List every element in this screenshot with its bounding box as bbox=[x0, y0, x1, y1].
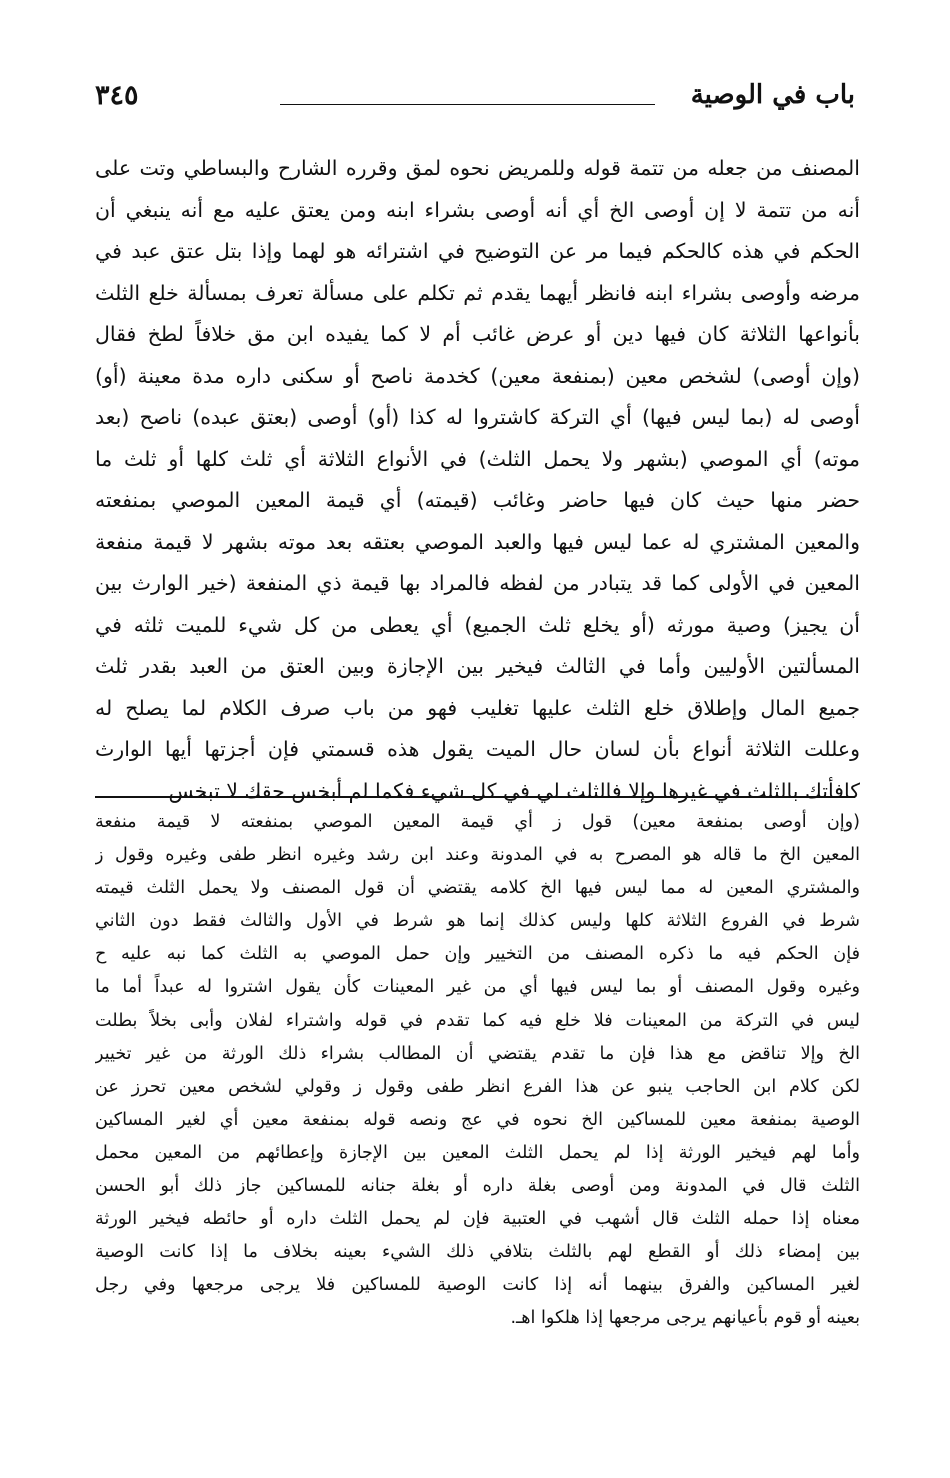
footnote-line: بعينه أو قوم بأعيانهم يرجى مرجعها إذا هلكوا اهـ. bbox=[510, 1308, 860, 1329]
footnote-line: ليس في التركة من المعينات فلا خلع فيه كما تقدم في قوله واشتراء لفلان وأبى بخلاً بطلت bbox=[95, 1010, 860, 1031]
main-text-line: وعللت الثلاثة أنواع بأن لسان حال الميت يقول هذه قسمتي فإن أجزتها أيها الوارث bbox=[95, 737, 860, 761]
footnote-line: الخ وإلا تناقض مع هذا فإن ما تقدم يقتضي أن المطالب بشراء ذلك الورثة من غير تخيير bbox=[95, 1043, 860, 1064]
main-text-line: موته) أي الموصي (بشهر ولا يحمل الثلث) في الأنواع الثلاثة أي ثلث كلها أو ثلث ما bbox=[95, 446, 860, 471]
footnote-line: الثلث قال في المدونة ومن أوصى بغلة داره أو بغلة جنانه للمساكين جاز ذلك أبو الحسن bbox=[95, 1176, 860, 1197]
header-rule bbox=[280, 104, 655, 105]
footnote-separator bbox=[95, 796, 855, 798]
footnote-line: شرط في الفروع الثلاثة كلها وليس كذلك إنما هو شرط في الأول والثالث فقط دون الثاني bbox=[95, 911, 860, 932]
footnote-line: الوصية بمنفعة معين للمساكين الخ نحوه في عج ونصه قوله بمنفعة معين أي لغير المساكين bbox=[95, 1109, 860, 1130]
footnote-line: وأما لهم فيخير الورثة إذا لم يحمل الثلث المعين بين الإجازة وإعطائهم من المعين محمل bbox=[95, 1142, 860, 1163]
main-text-line: المعين في الأولى كما قد يتبادر من لفظه فالمراد بها قيمة ذي المنفعة (خير الوارث بين bbox=[95, 571, 860, 595]
main-text bbox=[95, 148, 860, 812]
footnote-line: فإن الحكم فيه ما ذكره المصنف من التخيير وإن حمل الموصي به الثلث كما نبه عليه ح bbox=[95, 944, 860, 965]
main-text-line: الحكم في هذه كالحكم فيما مر عن التوضيح في اشترائه هو لهما وإذا بتل عتق عبد في bbox=[95, 239, 860, 263]
page-number: ٣٤٥ bbox=[95, 80, 139, 111]
main-text-line: بأنواعها الثلاثة كان فيها دين أو عرض غائب أم لا كما يفيده ابن مق خلافاً لطخ فقال bbox=[95, 322, 860, 346]
footnote-line: لكن كلام ابن الحاجب ينبو عن هذا الفرع انظر طفى وقول ز وقولي لشخص معين تحرز عن bbox=[95, 1076, 860, 1097]
main-text-line: المسألتين الأوليين وأما في الثالث فيخير بين الإجازة وبين العتق من العبد بقدر ثلث bbox=[95, 654, 860, 678]
main-text-line: جميع المال وإطلاق خلع الثلث عليها تغليب فهو من باب صرف الكلام لما يصلح له bbox=[95, 695, 860, 720]
main-text-line: حضر منها حيث كان فيها حاضر وغائب (قيمته) أي قيمة المعين الموصي بمنفعته bbox=[95, 488, 860, 512]
footnote-line: بين إمضاء ذلك أو القطع لهم بالثلث بتلافي ذلك الشيء بعينه بخلاف ما إذا كانت الوصية bbox=[95, 1242, 860, 1263]
main-text-line: (وإن أوصى) لشخص معين (بمنفعة معين) كخدمة ناصح أو سكنى داره مدة معينة (أو) bbox=[95, 363, 860, 388]
footnote-text bbox=[95, 806, 860, 1336]
main-text-line: أن يجيز) وصية مورثه (أو يخلع ثلث الجميع) أي يعطى من كل شيء للميت ثلثه في bbox=[95, 612, 860, 637]
footnote-line: وغيره وقول المصنف أو بما ليس فيها أي من غير المعينات كأن يقول اشتروا له عبداً أما ما bbox=[95, 977, 860, 998]
footnote-line: لغير المساكين والفرق بينهما أنه إذا كانت الوصية للمساكين فلا يرجى مرجعها وفي رجل bbox=[95, 1275, 860, 1296]
main-text-line: أنه من تتمة لا إن أوصى الخ أي أنه أوصى بشراء ابنه ومن يعتق عليه مع أنه ينبغي أن bbox=[95, 197, 860, 222]
running-header bbox=[95, 80, 855, 126]
main-text-line: المصنف من جعله من تتمة قوله وللمريض نحوه لمق وقرره الشارح والبساطي وتت على bbox=[95, 156, 860, 180]
footnote-line: المعين الخ ما قاله هو المصرح به في المدونة وعند ابن رشد وغيره انظر طفى وغيره وقول ز bbox=[95, 845, 860, 866]
main-text-line: كافأتك بالثلث في غيرها وإلا فالثلث لي في كل شيء فكما لم أبخس حقك لا تبخس bbox=[168, 778, 860, 803]
footnote-line: (وإن أوصى بمنفعة معين) قول ز أي قيمة المعين الموصي بمنفعته لا قيمة منفعة bbox=[95, 812, 860, 832]
main-text-line: أوصى له (بما ليس فيها) أي التركة كاشتروا له كذا (أو) أوصى (بعتق عبده) ناصح (بعد bbox=[95, 405, 860, 429]
main-text-line: مرضه وأوصى بشراء ابنه فانظر أيهما يقدم ثم تكلم على مسألة تعرف بمسألة خلع الثلث bbox=[95, 280, 860, 305]
footnote-line: والمشتري المعين له مما ليس فيها الخ كلامه يقتضي أن قول المصنف ولا يحمل الثلث قيمته bbox=[95, 878, 860, 899]
main-text-line: والمعين المشتري له عما ليس فيها والعبد الموصي بعتقه بعد موته بشهر لا قيمة منفعة bbox=[95, 529, 860, 554]
footnote-line: معناه إذا حمله الثلث قال أشهب في العتبية فإن لم يحمل الثلث داره أو حائطه فيخير الورثة bbox=[95, 1209, 860, 1230]
chapter-title: باب في الوصية bbox=[690, 80, 855, 110]
